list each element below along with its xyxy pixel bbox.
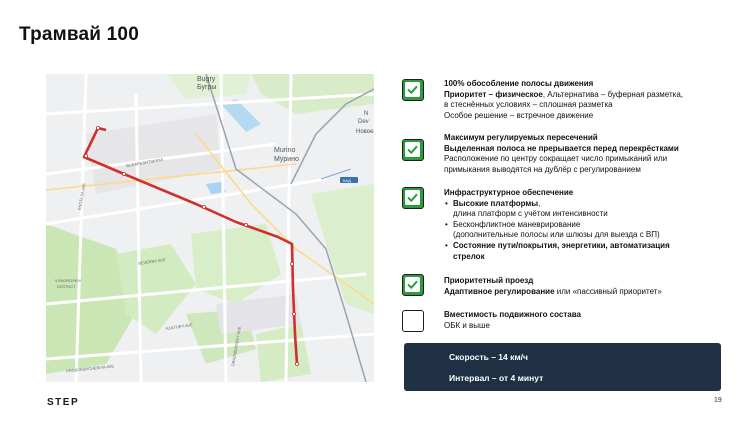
map-label-murino-ru: Мурино (274, 156, 299, 163)
map-label-road-3: ENGELSA AVE (76, 182, 87, 211)
map-label-road-1: BUDAPESHTSKAYA (125, 156, 164, 169)
map-label-road-5: GRAZHDANSKIY AVE (230, 326, 242, 367)
interval-value: Интервал – от 4 минут (449, 373, 544, 383)
checkbox-checked[interactable] (402, 274, 424, 296)
checkbox-checked[interactable] (402, 139, 424, 161)
check-icon (405, 277, 420, 292)
check-icon (405, 142, 420, 157)
map-label-road-4: KULTURY AVE (165, 322, 194, 331)
bullet-item: • Бесконфликтное маневрирование (дополнительные полосы или шлюзы для выезда с ВП) (453, 220, 734, 241)
map-label-devyatkino: Dev (358, 119, 369, 125)
item-line: Особое решение – встречное движение (444, 110, 594, 120)
checkbox-checked[interactable] (402, 187, 424, 209)
route-map[interactable] (46, 74, 374, 382)
item-line-rest: или «пассивный приоритет» (554, 286, 662, 296)
map-label-kad: КАД (343, 178, 351, 183)
map-label-road-6: PROSVESHCHENIYA AVE (65, 363, 115, 374)
map-label-district-1: VYBORGSKIY (55, 278, 82, 283)
check-icon (405, 190, 420, 205)
item-heading: Максимум регулируемых пересечений (444, 133, 598, 142)
map-label-murino-en: Murino (274, 147, 296, 154)
item-line: в стеснённых условиях – сплошная разметка (444, 100, 613, 110)
bullet-list (444, 199, 734, 263)
item-line-bold: Приоритет – физическое (444, 89, 543, 99)
item-heading: Приоритетный проезд (444, 276, 534, 285)
map-label-district-2: DISTRICT (57, 284, 76, 289)
map-label-road-2: SEVERNY AVE (137, 257, 166, 266)
item-line-bold: Адаптивное регулирование (444, 286, 555, 296)
check-icon (405, 82, 420, 97)
map-label-bugry-en: Bugry (197, 76, 216, 83)
item-heading: Вместимость подвижного состава (444, 310, 581, 319)
checkbox-unchecked[interactable] (402, 310, 424, 332)
item-line: примыкания выводятся на дублёр с регулированием (444, 164, 641, 174)
map-label-bugry-ru: Бугры (197, 84, 217, 91)
item-line-rest: , Альтернатива – буферная разметка, (542, 89, 683, 99)
map-label-novoe-en: N (364, 111, 369, 117)
item-heading: Инфраструктурное обеспечение (444, 188, 574, 197)
speed-value: Скорость – 14 км/ч (449, 352, 528, 362)
bullet-item: • Состояние пути/покрытия, энергетики, автоматизация стрелок (453, 241, 734, 262)
page-number: 19 (714, 397, 722, 404)
page-title: Трамвай 100 (19, 24, 139, 45)
map-label-novoe-ru: Новое (356, 129, 374, 135)
item-line: Расположение по центру сокращает число примыканий или (444, 154, 668, 164)
map-graphic (46, 74, 374, 382)
item-heading: 100% обособление полосы движения (444, 79, 594, 88)
step-logo: STEP (47, 397, 80, 408)
checkbox-checked[interactable] (402, 79, 424, 101)
item-line: ОБК и выше (444, 320, 490, 330)
summary-panel (404, 343, 721, 391)
bullet-item: • Высокие платформы, длина платформ с учётом интенсивности (453, 199, 734, 220)
item-line-bold: Выделенная полоса не прерывается перед перекрёстками (444, 143, 679, 153)
